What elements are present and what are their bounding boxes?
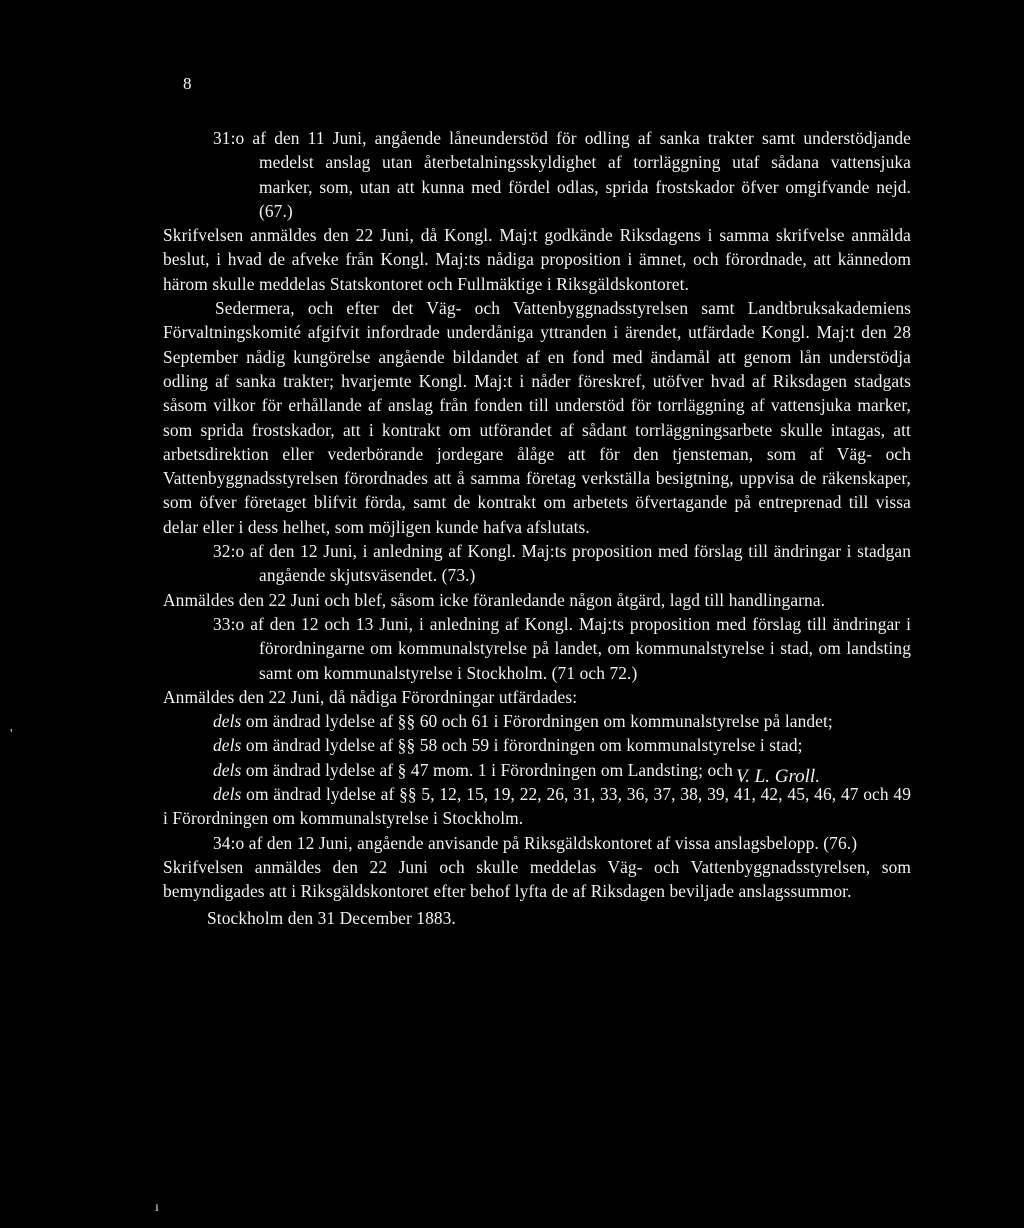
dels-word: dels — [213, 735, 242, 756]
dels-item — [163, 709, 911, 733]
margin-speck: ' — [10, 727, 13, 742]
paragraphs-section — [163, 126, 911, 709]
paragraph: Anmäldes den 22 Juni och blef, såsom icke föranledande någon åtgärd, lagd till handlingarna. — [163, 589, 826, 610]
dels-word: dels — [213, 784, 242, 805]
dels-word: dels — [213, 759, 242, 780]
paragraph: Skrifvelsen anmäldes den 22 Juni och skulle meddelas Väg- och Vattenbyggnadsstyrelsen, som bemyndigades att i Riksgäldskontoret efter behof lyfta de af Riksdagen beviljade anslagssummor. — [163, 856, 911, 902]
dels-item — [163, 733, 911, 757]
dels-text: om ändrad lydelse af §§ 5, 12, 15, 19, 22, 26, 31, 33, 36, 37, 38, 39, 41, 42, 45, 46, 47 och 49 i Förordningen om kommunalstyrelse i Stockholm. — [163, 784, 911, 829]
dels-text: om ändrad lydelse af §§ 58 och 59 i förordningen om kommunalstyrelse i stad; — [241, 735, 803, 756]
closing-place-date: Stockholm den 31 December 1883. — [207, 907, 456, 928]
dels-word: dels — [213, 711, 242, 732]
paragraphs-after-section — [163, 831, 911, 904]
dels-item — [163, 782, 911, 831]
page-number: 8 — [183, 74, 192, 93]
margin-speck: ı — [155, 1200, 159, 1215]
paragraph: Skrifvelsen anmäldes den 22 Juni, då Kongl. Maj:t godkände Riksdagens i samma skrifvelse anmälda beslut, i hvad de afveke från Kongl. Maj:ts nådiga proposition i ämnet, och förordnade, att kännedom härom skulle meddelas Statskontoret och Fullmäktige i Riksgäldskontoret. — [163, 225, 911, 294]
paragraph: 34:o af den 12 Juni, angående anvisande på Riksgäldskontoret af vissa anslagsbelopp. (76.) — [213, 832, 858, 853]
paragraph: 33:o af den 12 och 13 Juni, i anledning af Kongl. Maj:ts proposition med förslag till ändringar i förordningarne om kommunalstyrelse på landet, om kommunalstyrelse i stad, om landsting samt om kommunalstyrelse i Stockholm. (71 och 72.) — [213, 613, 911, 683]
paragraph: 32:o af den 12 Juni, i anledning af Kongl. Maj:ts proposition med förslag till ändringar i stadgan angående skjutsväsendet. (73.) — [213, 541, 911, 586]
dels-text: om ändrad lydelse af § 47 mom. 1 i Förordningen om Landsting; och — [241, 759, 733, 780]
paragraph: 31:o af den 11 Juni, angående låneunderstöd för odling af sanka trakter samt understödjande medelst anslag utan återbetalningsskyldighet af torrläggning utaf sådana vattensjuka marker, som, utan att kunna med fördel odlas, sprida frostskador öfver omgifvande nejd. (67.) — [213, 128, 911, 221]
paragraph: Sedermera, och efter det Väg- och Vattenbyggnadsstyrelsen samt Landtbruksakademiens Förvaltningskomité afgifvit infordrade underdåniga yttranden i ärendet, utfärdade Kongl. Maj:t den 28 September nådig kungörelse angående bildandet af en fond med ändamål att genom lån understödja odling af sanka trakter; hvarjemte Kongl. Maj:t i nåder föreskref, utöfver hvad af Riksdagen stadgats såsom vilkor för erhållande af anslag från fonden till understöd för torrläggning af vattensjuka marker, som sprida frostskador, att i kontrakt om utförandet af sådant torrläggningsarbete skulle intagas, att arbetsdirektion eller vederbörande jordegare ålåge att för den tjensteman, som af Väg- och Vattenbyggnadsstyrelsen förordnades att å samma företag verkställa besigtning, uppvisa de räkenskaper, som öfver företaget blifvit förda, samt de kontrakt om arbetets öfvertagande på entreprenad till vissa delar eller i dess helhet, som möjligen kunde hafva afslutats. — [163, 298, 911, 537]
dels-text: om ändrad lydelse af §§ 60 och 61 i Förordningen om kommunalstyrelse på landet; — [241, 711, 833, 732]
signature: V. L. Groll. — [736, 766, 820, 787]
paragraph: Anmäldes den 22 Juni, då nådiga Förordningar utfärdades: — [163, 686, 578, 707]
document-body — [163, 126, 911, 930]
